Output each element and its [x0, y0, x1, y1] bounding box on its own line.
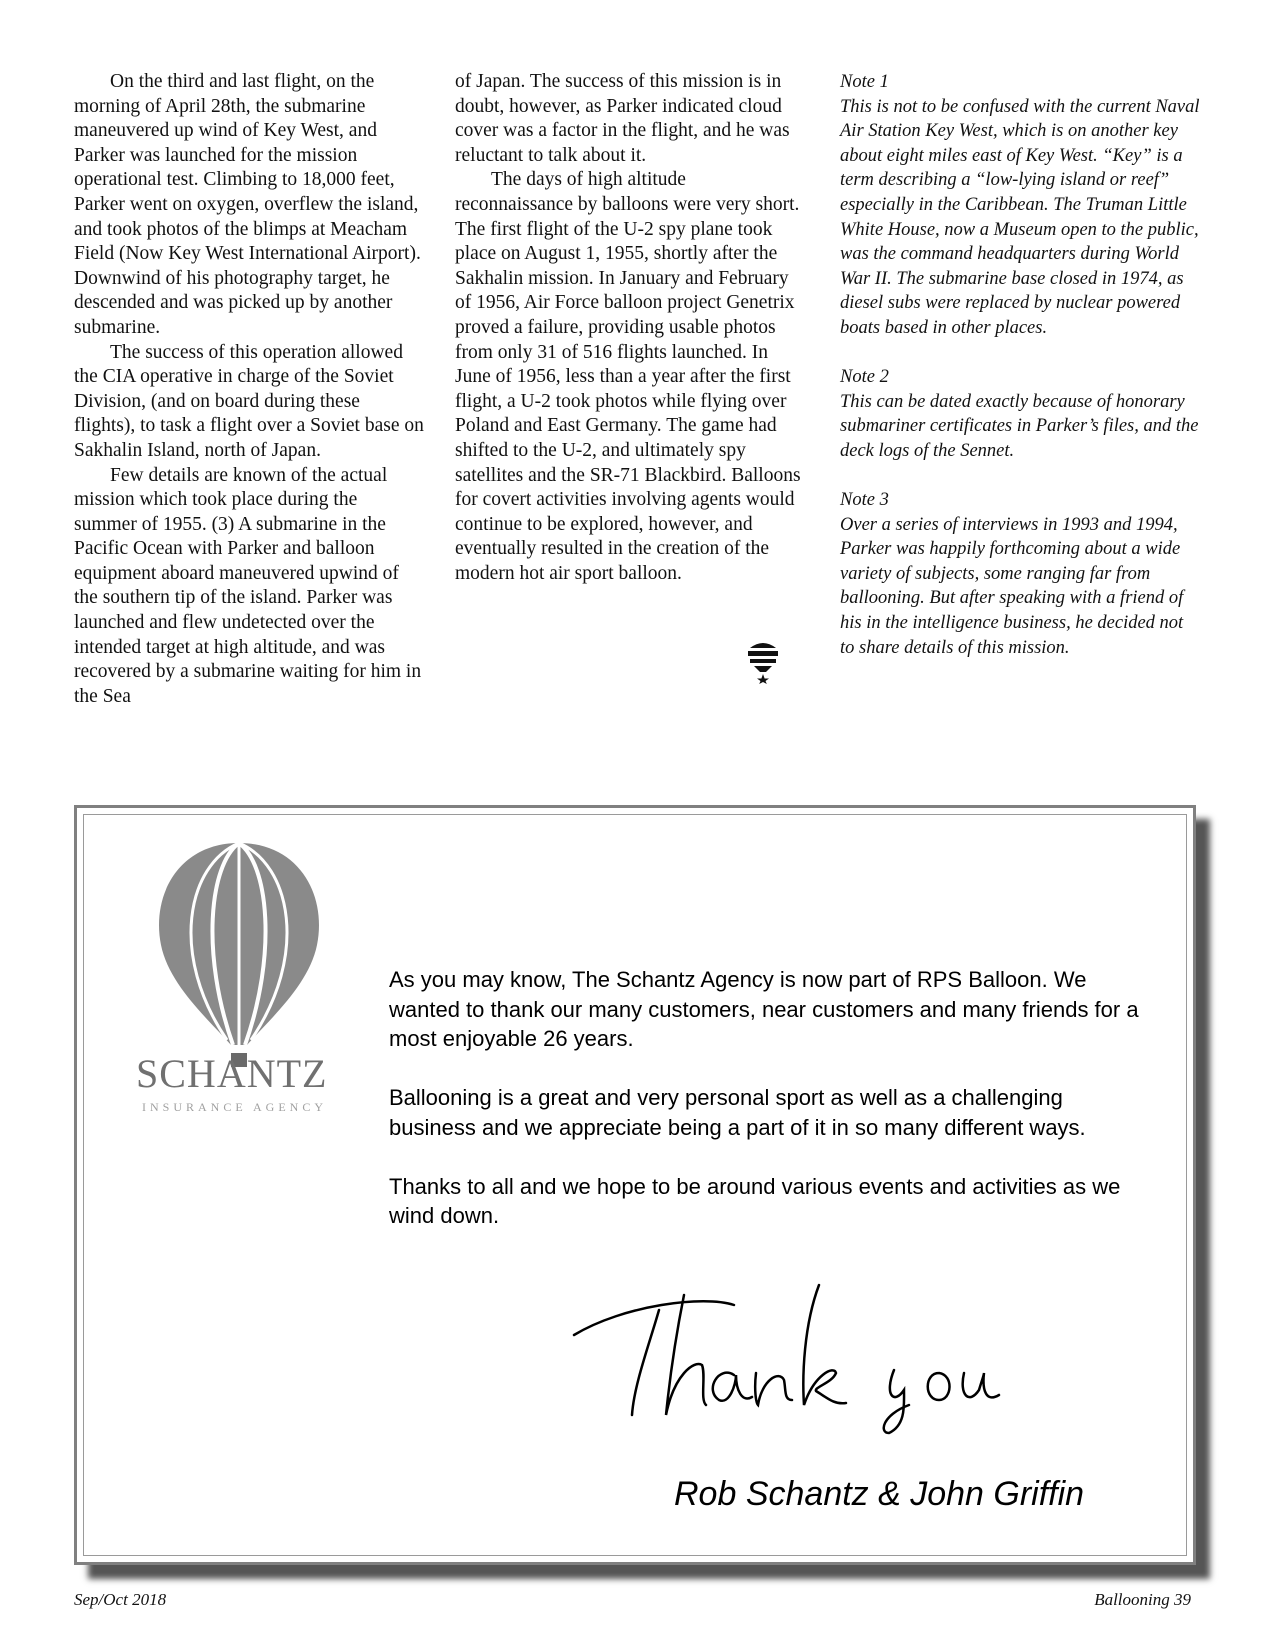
logo-name: SCHANTZ — [136, 1051, 328, 1096]
article-paragraph: of Japan. The success of this mission is in doubt, however, as Parker indicated cloud cover was a factor in the flight, and he was reluctant to talk about it. — [455, 71, 790, 166]
article-column-1 — [74, 70, 424, 709]
thank-you-script — [564, 1265, 1064, 1435]
note-1 — [840, 70, 1200, 341]
note-title: Note 1 — [840, 72, 889, 92]
message-paragraph: Thanks to all and we hope to be around various events and activities as we wind down. — [389, 1173, 1121, 1228]
footer-page-number: Ballooning 39 — [1094, 1590, 1191, 1609]
notes-column — [840, 70, 1200, 685]
advertisement-inner-border — [83, 814, 1187, 1556]
footer-date: Sep/Oct 2018 — [74, 1590, 167, 1609]
advertisement-message — [389, 965, 1149, 1260]
note-title: Note 2 — [840, 367, 889, 388]
message-paragraph: As you may know, The Schantz Agency is now part of RPS Balloon. We wanted to thank our many customers, near customers and many friends for a most enjoyable 26 years. — [389, 967, 1139, 1051]
article-column-2 — [455, 70, 807, 586]
note-3 — [840, 488, 1200, 660]
logo-subtitle: INSURANCE AGENCY — [142, 1100, 328, 1114]
note-text: This is not to be confused with the current Naval Air Station Key West, which is on another key about eight miles east of Key West. “Key” is a term describing a “low-lying island or reef” especially in the Caribbean. The Truman Little White House, now a Museum open to the public, was the command headquarters during World War II. The submarine base closed in 1974, as diesel subs were replaced by nuclear powered boats based in other places. — [840, 96, 1200, 338]
article-paragraph: On the third and last flight, on the morning of April 28th, the submarine maneuvered up wind of Key West, and Parker was launched for the mission operational test. Climbing to 18,000 feet, Parker went on oxygen, overflew the island, and took photos of the blimps at Meacham Field (Now Key West International Airport). Downwind of his photography target, he descended and was picked up by another submarine. — [74, 71, 421, 338]
note-2 — [840, 365, 1200, 463]
article-paragraph: The days of high altitude reconnaissance by balloons were very short. The first flight of the U-2 spy plane took place on August 1, 1955, shortly after the Sakhalin mission. In January and February of 1956, Air Force balloon project Genetrix proved a failure, providing usable photos from only 31 of 516 flights launched. In June of 1956, less than a year after the first flight, a U-2 took photos while flying over Poland and East Germany. The game had shifted to the U-2, and ultimately spy satellites and the SR-71 Blackbird. Balloons for covert activities involving agents would continue to be explored, however, and eventually resulted in the creation of the modern hot air sport balloon. — [455, 169, 801, 584]
signoff: Rob Schantz & John Griffin — [674, 1475, 1085, 1513]
note-text: Over a series of interviews in 1993 and 1994, Parker was happily forthcoming about a wide variety of subjects, some ranging far from ballooning. But after speaking with a friend of his in the intelligence business, he decided not to share details of this mission. — [840, 514, 1184, 658]
note-text: This can be dated exactly because of honorary submariner certificates in Parker’s files, and the deck logs of the Sennet. — [840, 391, 1199, 461]
article-paragraph: Few details are known of the actual mission which took place during the summer of 1955. (3) A submarine in the Pacific Ocean with Parker and balloon equipment aboard maneuvered upwind of the southern tip of the island. Parker was launched and flew undetected over the intended target at high altitude, and was recovered by a submarine waiting for him in the Sea — [74, 464, 422, 707]
message-paragraph: Ballooning is a great and very personal sport as well as a challenging business and we appreciate being a part of it in so many different ways. — [389, 1085, 1086, 1140]
advertisement-box — [74, 805, 1196, 1565]
article-paragraph: The success of this operation allowed the CIA operative in charge of the Soviet Division, (and on board during these flights), to task a flight over a Soviet base on Sakhalin Island, north of Japan. — [74, 341, 424, 461]
balloon-end-mark-icon — [746, 642, 780, 684]
note-title: Note 3 — [840, 490, 889, 511]
